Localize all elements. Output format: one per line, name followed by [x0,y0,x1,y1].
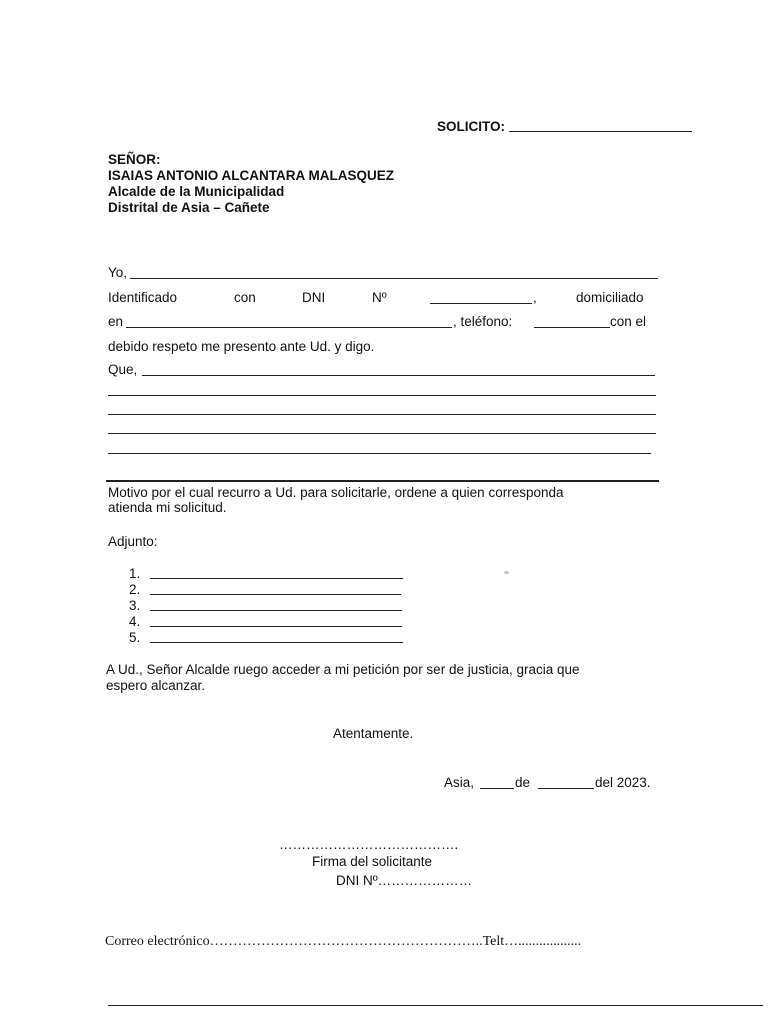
con-el-words: con el [610,314,647,329]
motivo-text-1: Motivo por el cual recurro a Ud. para solicitarle, ordene a quien corresponda [108,485,564,500]
que-label: Que, [108,362,138,377]
scan-speck [504,571,509,574]
dni-blank [430,303,532,304]
attachment-blank-4 [150,626,402,627]
yo-label: Yo, [108,265,128,280]
atentamente-text: Atentamente. [333,726,414,741]
attachment-number-2: 2. [129,582,141,597]
identificado-word: Identificado [108,290,178,305]
signature-label: Firma del solicitante [312,854,433,869]
addressee-name: ISAIAS ANTONIO ALCANTARA MALASQUEZ [108,168,394,183]
date-de: de [515,775,531,790]
attachment-number-4: 4. [129,614,141,629]
attachment-blank-3 [150,610,402,611]
con-word: con [234,290,256,305]
solicito-label: SOLICITO: [437,119,506,134]
en-word: en [108,314,124,329]
yo-blank [130,278,658,279]
que-line-4 [108,433,656,434]
attachment-number-5: 5. [129,630,141,645]
signature-dots: …………………………………. [279,837,459,852]
date-place: Asia, [444,775,475,790]
adjunto-label: Adjunto: [108,534,158,549]
addressee-title: Alcalde de la Municipalidad [108,184,285,199]
date-month-blank [538,788,594,789]
address-blank [126,327,452,328]
motivo-text-2: atienda mi solicitud. [108,500,227,515]
que-line-3 [108,414,656,415]
date-day-blank [480,788,514,789]
addressee-district: Distrital de Asia – Cañete [108,200,270,215]
que-line-5 [108,453,651,454]
que-line-6 [106,480,659,482]
attachment-number-1: 1. [129,566,141,581]
solicito-blank [509,131,692,132]
telefono-label: , teléfono: [453,314,513,329]
numero-word: Nº [372,290,387,305]
telefono-blank [534,327,610,328]
attachment-blank-1 [150,578,403,579]
debido-respeto-text: debido respeto me presento ante Ud. y digo. [108,339,375,354]
attachment-number-3: 3. [129,598,141,613]
contact-line: Correo electrónico…………………………………………………..Telt….................. [105,934,582,949]
date-year: del 2023. [595,775,651,790]
comma-sep: , [533,290,537,305]
attachment-blank-5 [150,642,403,643]
salutation: SEÑOR: [108,152,161,167]
ruego-text-2: espero alcanzar. [106,678,206,693]
signature-dni: DNI Nº………………… [336,873,473,888]
que-line-2 [108,395,656,396]
bottom-rule [108,1005,763,1006]
dni-word: DNI [302,290,326,305]
ruego-text-1: A Ud., Señor Alcalde ruego acceder a mi petición por ser de justicia, gracia que [106,662,580,677]
attachment-blank-2 [150,594,401,595]
domiciliado-word: domiciliado [576,290,644,305]
que-line-1 [142,375,655,376]
